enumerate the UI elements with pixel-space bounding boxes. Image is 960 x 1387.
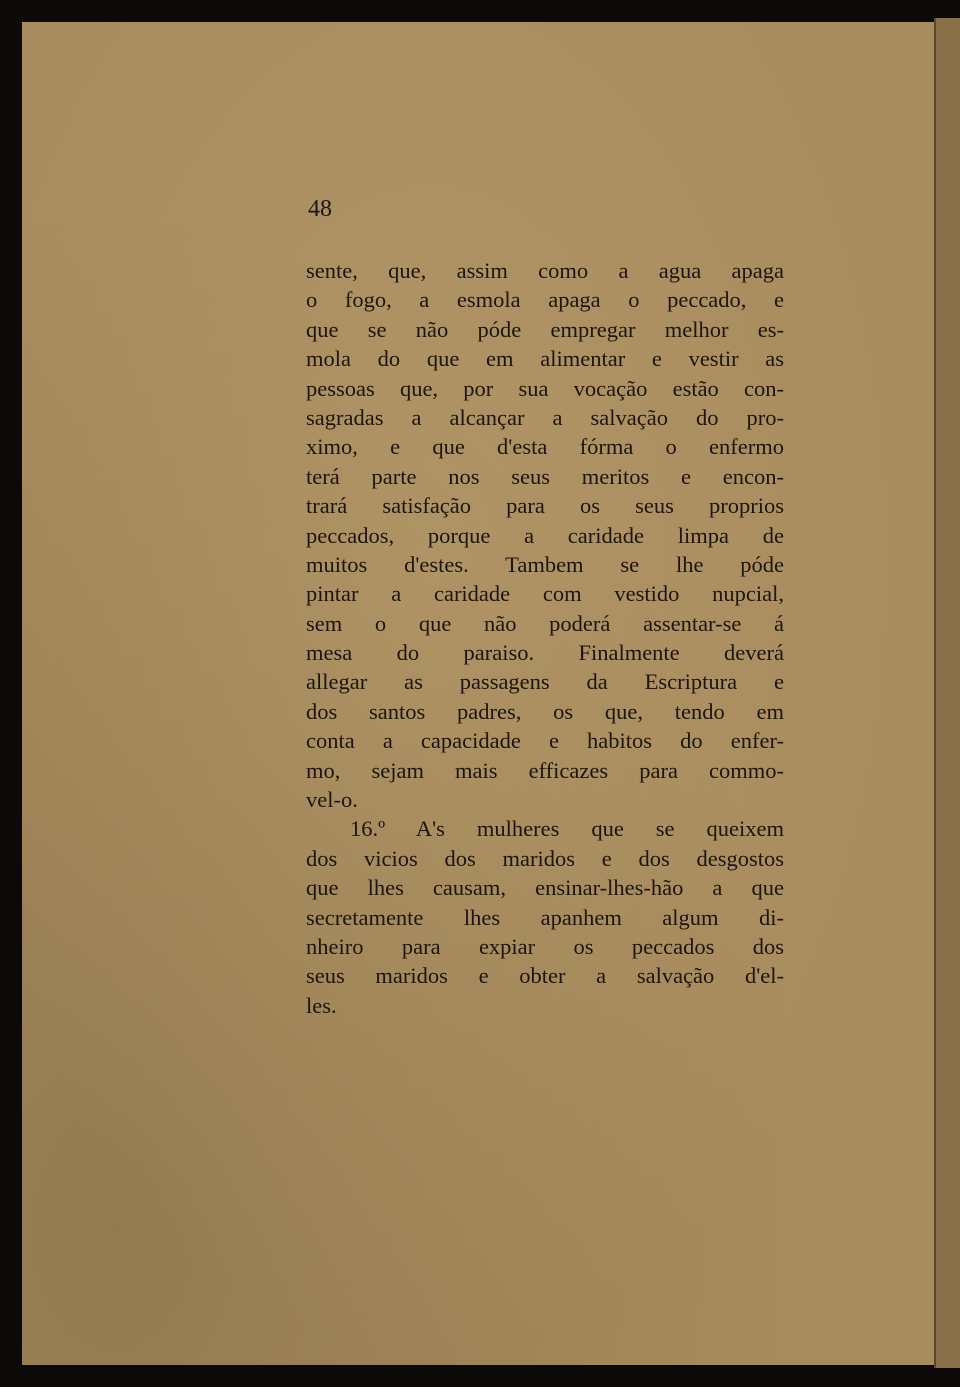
text-line: ximo, e que d'esta fórma o enfermo xyxy=(306,434,784,460)
text-line: mo, sejam mais efficazes para commo- xyxy=(306,757,784,783)
text-line: vel-o. xyxy=(306,787,358,813)
text-line: nheiro para expiar os peccados dos xyxy=(306,933,784,959)
text-line: que se não póde empregar melhor es- xyxy=(306,316,784,342)
text-line: sente, que, assim como a agua apaga xyxy=(306,258,784,283)
text-line: que lhes causam, ensinar-lhes-hão a que xyxy=(306,875,784,901)
text-line: dos santos padres, os que, tendo em xyxy=(306,698,784,724)
text-line: mesa do paraiso. Finalmente deverá xyxy=(306,640,784,666)
text-line: peccados, porque a caridade limpa de xyxy=(306,522,784,548)
text-line: mola do que em alimentar e vestir as xyxy=(306,346,784,372)
text-line: pintar a caridade com vestido nupcial, xyxy=(306,581,784,607)
text-line: o fogo, a esmola apaga o peccado, e xyxy=(306,287,784,313)
text-line: sem o que não poderá assentar-se á xyxy=(306,610,784,636)
text-line: muitos d'estes. Tambem se lhe póde xyxy=(306,551,784,577)
text-line: secretamente lhes apanhem algum di- xyxy=(306,904,784,930)
text-line: dos vicios dos maridos e dos desgostos xyxy=(306,845,784,871)
page-number: 48 xyxy=(308,196,332,222)
text-line: pessoas que, por sua vocação estão con- xyxy=(306,375,784,401)
text-line: trará satisfação para os seus proprios xyxy=(306,493,784,519)
text-line: seus maridos e obter a salvação d'el- xyxy=(306,963,784,989)
text-line: conta a capacidade e habitos do enfer- xyxy=(306,728,784,754)
adjacent-page-edge xyxy=(934,18,960,1368)
text-line: 16.º A's mulheres que se queixem xyxy=(350,816,784,842)
text-line: allegar as passagens da Escriptura e xyxy=(306,669,784,695)
text-line: terá parte nos seus meritos e encon- xyxy=(306,463,784,489)
page-body-text xyxy=(306,256,784,1020)
text-line: sagradas a alcançar a salvação do pro- xyxy=(306,404,784,430)
text-line: les. xyxy=(306,992,337,1018)
